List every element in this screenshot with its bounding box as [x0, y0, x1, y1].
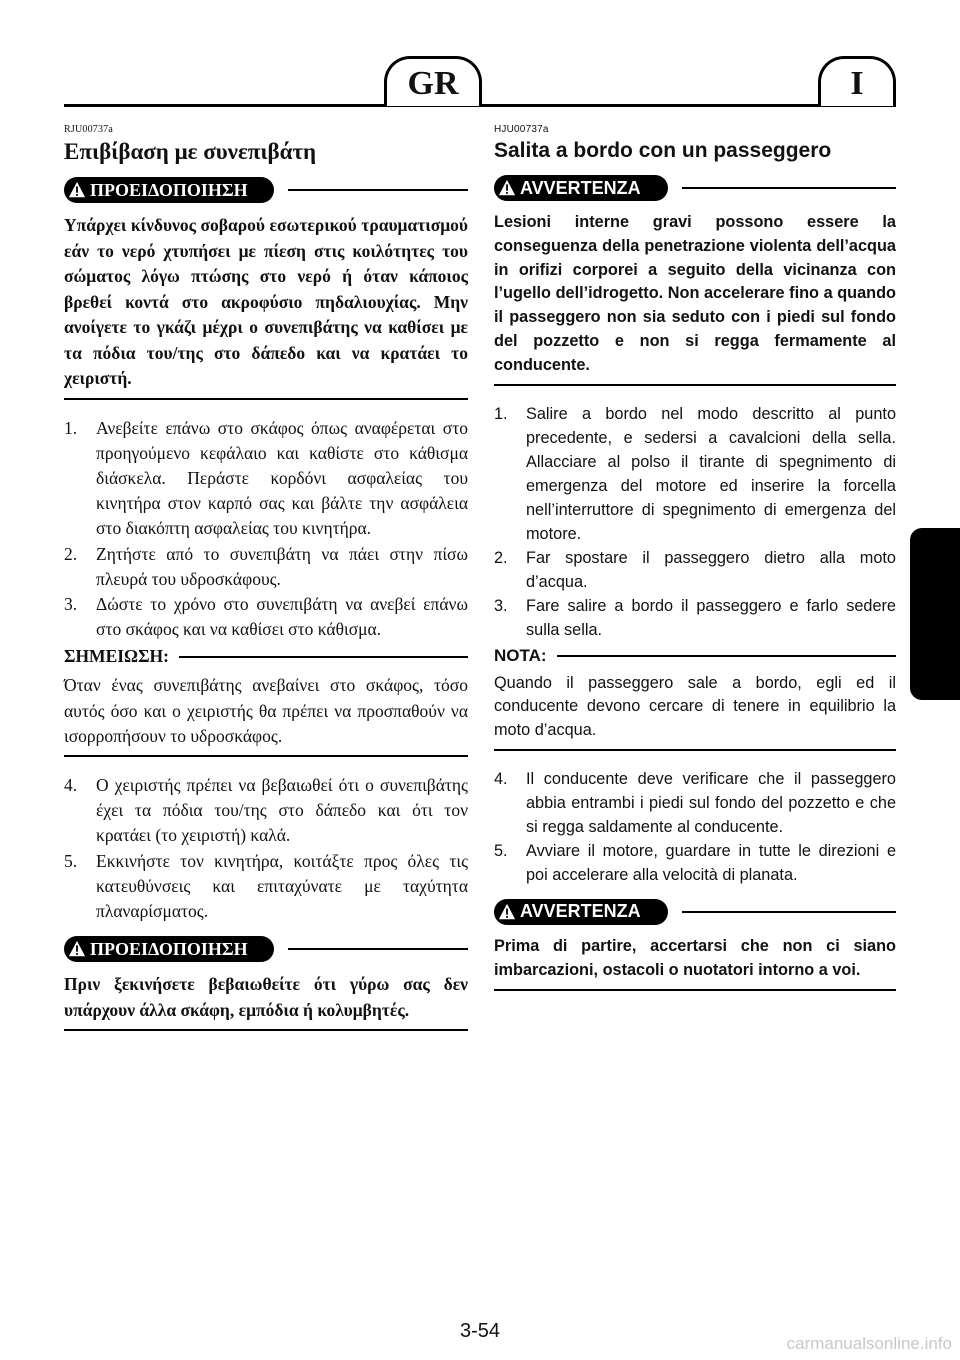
section-code: HJU00737a [494, 124, 549, 135]
warning-text: Υπάρχει κίνδυνος σοβαρού εσωτερικού τραυματισμού εάν το νερό χτυπήσει με πίεση στις κοιλότητες του σώματος λόγω πτώσης στο νερό ή όταν κάποιος βρεθεί κοντά στο ακροφύσιο πηδαλιουχίας. Μην ανοίγετε το γκάζι μέχρι ο συνεπιβάτης να καθίσει με τα πόδια του/της στο δάπεδο και να κρατάει το χειριστή. [64, 215, 468, 388]
steps-list [494, 402, 896, 642]
step-number: 2. [494, 548, 508, 567]
warning-end-rule [64, 1029, 468, 1031]
warning-rule [288, 948, 468, 950]
step-text: Ζητήστε από το συνεπιβάτη να πάει στην πίσω πλευρά του υδροσκάφους. [96, 543, 468, 589]
step-text: Fare salire a bordo il passeggero e farlo sedere sulla sella. [526, 596, 896, 639]
list-item [494, 402, 896, 546]
list-item [64, 849, 468, 925]
note-rule [179, 656, 468, 658]
warning-header [64, 934, 468, 964]
section-title: Επιβίβαση με συνεπιβάτη [64, 139, 317, 164]
warning-text: Πριν ξεκινήσετε βεβαιωθείτε ότι γύρω σας δεν υπάρχουν άλλα σκάφη, εμπόδια ή κολυμβητές. [64, 974, 468, 1020]
step-text: Εκκινήστε τον κινητήρα, κοιτάξτε προς όλες τις κατευθύνσεις και επιταχύνατε με ταχύτητα πλαναρίσματος. [96, 850, 468, 921]
warning-triangle-icon [68, 181, 86, 199]
step-number: 3. [64, 593, 78, 614]
step-text: Avviare il motore, guardare in tutte le direzioni e poi accelerare alla velocità di planata. [526, 841, 896, 884]
note-end-rule [64, 755, 468, 757]
italian-column [494, 118, 896, 991]
step-number: 2. [64, 543, 78, 564]
warning-end-rule [494, 989, 896, 991]
warning-badge [64, 177, 274, 203]
step-number: 5. [64, 850, 78, 871]
note-rule [557, 655, 896, 657]
warning-triangle-icon [498, 179, 516, 197]
list-item [494, 839, 896, 887]
warning-label: ΠΡΟΕΙΔΟΠΟΙΗΣΗ [90, 179, 248, 200]
section-title: Salita a bordo con un passeggero [494, 139, 832, 162]
step-number: 5. [494, 841, 508, 860]
note-text: Όταν ένας συνεπιβάτης ανεβαίνει στο σκάφος, τόσο αυτός όσο και ο χειριστής θα πρέπει να προσπαθούν να ισορροπήσουν το υδροσκάφος. [64, 675, 468, 746]
steps-list [494, 767, 896, 887]
steps-list [64, 416, 468, 643]
note-header [494, 646, 896, 666]
warning-label: AVVERTENZA [520, 901, 641, 922]
warning-text: Prima di partire, accertarsi che non ci siano imbarcazioni, ostacoli o nuotatori intorno a voi. [494, 936, 896, 979]
step-number: 3. [494, 596, 508, 615]
warning-triangle-icon [68, 940, 86, 958]
list-item [494, 546, 896, 594]
note-end-rule [494, 749, 896, 751]
warning-badge [494, 175, 668, 201]
list-item [494, 767, 896, 839]
warning-label: ΠΡΟΕΙΔΟΠΟΙΗΣΗ [90, 938, 248, 959]
note-label: ΣΗΜΕΙΩΣΗ: [64, 646, 169, 667]
warning-header [494, 173, 896, 203]
note-label: NOTA: [494, 645, 547, 665]
note-header [64, 646, 468, 667]
warning-header [64, 175, 468, 205]
step-text: Il conducente deve verificare che il passeggero abbia entrambi i piedi sul fondo del pozzetto e che si regga saldamente al conducente. [526, 769, 896, 836]
warning-badge [494, 899, 668, 925]
watermark: carmanualsonline.info [786, 1334, 952, 1353]
list-item [64, 592, 468, 642]
language-tab-greek: GR [384, 56, 482, 106]
warning-label: AVVERTENZA [520, 177, 641, 198]
language-tab-italian: I [818, 56, 896, 106]
section-code: RJU00737a [64, 124, 114, 135]
step-number: 1. [494, 404, 508, 423]
list-item [64, 773, 468, 849]
greek-column [64, 118, 468, 1031]
page-number: 3-54 [459, 1320, 501, 1342]
warning-rule [288, 189, 468, 191]
step-text: Δώστε το χρόνο στο συνεπιβάτη να ανεβεί επάνω στο σκάφος και να καθίσει στο κάθισμα. [96, 593, 468, 640]
chapter-side-tab [910, 528, 960, 700]
list-item [64, 542, 468, 592]
step-number: 4. [64, 774, 78, 795]
note-text: Quando il passeggero sale a bordo, egli ed il conducente devono cercare di tenere in equilibrio la moto d’acqua. [494, 673, 896, 740]
warning-text: Lesioni interne gravi possono essere la conseguenza della penetrazione violenta dell’acqua in orifizi corporei a seguito della vicinanza con l’ugello dell’idrogetto. Non accelerare fino a quando il passeggero non sia seduto con i piedi sul fondo del pozzetto e non si regga fermamente al conducente. [494, 213, 896, 374]
warning-triangle-icon [498, 903, 516, 921]
step-number: 1. [64, 417, 78, 438]
list-item [64, 416, 468, 542]
warning-badge [64, 936, 274, 962]
warning-rule [682, 187, 896, 189]
warning-header [494, 897, 896, 927]
warning-end-rule [494, 384, 896, 386]
step-text: Ανεβείτε επάνω στο σκάφος όπως αναφέρεται στο προηγούμενο κεφάλαιο και καθίστε στο κάθισμα διάσκελα. Περάστε κορδόνι ασφαλείας του κινητήρα στον καρπό σας και βάλτε την ασφάλεια στο διακόπτη ασφαλείας του κινητήρα. [96, 417, 468, 539]
warning-end-rule [64, 398, 468, 400]
list-item [494, 594, 896, 642]
step-number: 4. [494, 769, 508, 788]
step-text: Salire a bordo nel modo descritto al punto precedente, e sedersi a cavalcioni della sella. Allacciare al polso il tirante di spegnimento di emergenza del motore ed inserire la forcella nell’interruttore di spegnimento di emergenza del motore. [526, 404, 896, 543]
step-text: Far spostare il passeggero dietro alla moto d’acqua. [526, 548, 896, 591]
step-text: Ο χειριστής πρέπει να βεβαιωθεί ότι ο συνεπιβάτης έχει τα πόδια του/της στο δάπεδο και ότι τον κρατάει (το χειριστή) καλά. [96, 774, 468, 846]
warning-rule [682, 911, 896, 913]
steps-list [64, 773, 468, 924]
